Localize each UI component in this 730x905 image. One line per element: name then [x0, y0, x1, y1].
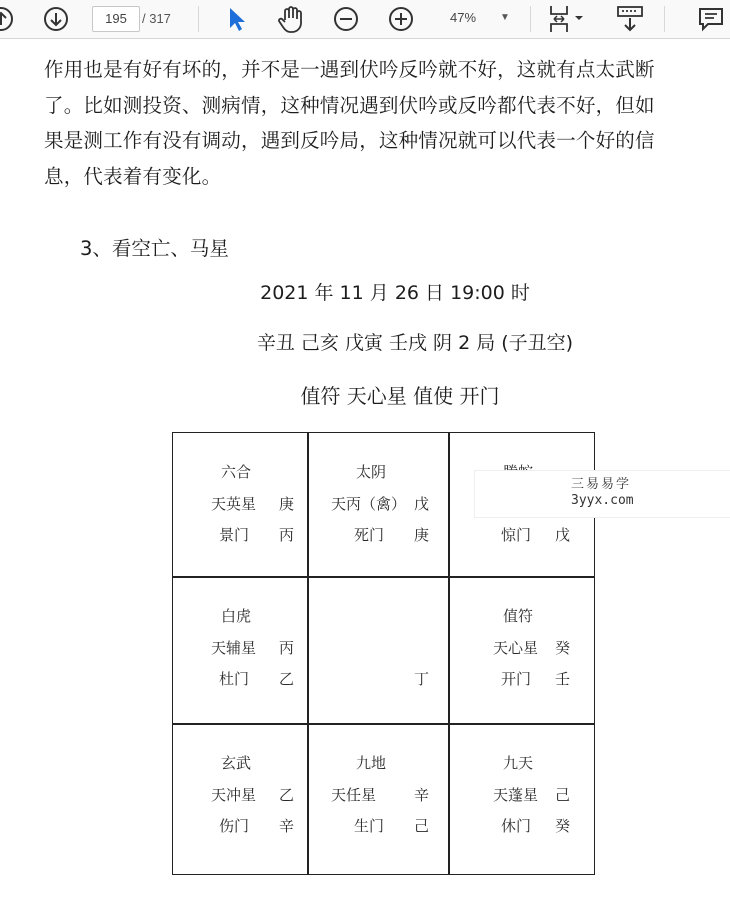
cell-gate-stem: 己	[414, 817, 430, 835]
body-paragraph	[44, 52, 712, 194]
date-line: 2021 年 11 月 26 日 19:00 时	[260, 282, 530, 304]
watermark	[474, 470, 730, 518]
chart-cell	[173, 577, 313, 724]
cell-star: 天英星	[211, 495, 257, 513]
paragraph-line: 果是测工作有没有调动，遇到反吟局，这种情况就可以代表一个好的信	[44, 129, 655, 152]
cell-gate-stem: 壬	[555, 670, 571, 688]
fit-page-icon[interactable]	[544, 0, 590, 38]
zhifu-line: 值符 天心星 值使 开门	[300, 384, 500, 408]
cell-gate: 休门	[501, 817, 532, 835]
cell-gate-stem: 癸	[555, 817, 571, 835]
cursor-icon[interactable]	[222, 0, 252, 38]
cell-god: 六合	[221, 463, 252, 481]
cell-gate: 开门	[501, 670, 532, 688]
comment-icon[interactable]	[694, 0, 728, 38]
cell-gate: 伤门	[219, 817, 250, 835]
zoom-in-icon[interactable]	[385, 0, 417, 38]
cell-gate: 惊门	[501, 526, 532, 544]
cell-star: 天丙（禽）	[331, 495, 407, 513]
paragraph-line: 作用也是有好有坏的，并不是一遇到伏吟反吟就不好，这就有点太武断	[44, 58, 655, 81]
cell-gate-stem: 戊	[555, 526, 571, 544]
cell-gate: 杜门	[219, 670, 250, 688]
paragraph-line: 了。比如测投资、测病情，这种情况遇到伏吟或反吟都代表不好，但如	[44, 93, 655, 117]
zoom-select[interactable]	[440, 6, 520, 30]
section-heading: 3、看空亡、马星	[80, 237, 229, 260]
zoom-out-icon[interactable]	[330, 0, 362, 38]
cell-god: 值符	[503, 607, 534, 625]
cell-gate: 生门	[354, 817, 385, 835]
watermark-url: 3yyx.com	[571, 493, 634, 508]
cell-star: 天蓬星	[493, 786, 539, 804]
cell-star: 天心星	[493, 639, 539, 657]
cell-gate-stem: 庚	[414, 526, 430, 544]
pdf-toolbar	[0, 0, 730, 39]
cell-god: 太阴	[356, 463, 387, 481]
zoom-value: 47%	[450, 10, 477, 25]
chart-cell	[308, 433, 448, 580]
page-total: / 317	[142, 11, 171, 26]
cell-star-stem: 庚	[279, 495, 295, 513]
cell-gate-stem: 辛	[279, 817, 295, 835]
toolbar-divider	[664, 6, 665, 32]
pillar-line: 辛丑 己亥 戊寅 壬戌 阴 2 局 (子丑空)	[256, 332, 574, 354]
scroll-mode-icon[interactable]	[612, 0, 648, 38]
chart-cell	[173, 433, 313, 580]
cell-gate: 死门	[354, 526, 385, 544]
cell-god: 白虎	[221, 607, 252, 625]
cell-god: 九地	[356, 754, 387, 772]
hand-icon[interactable]	[274, 0, 308, 38]
chevron-down-icon: ▼	[500, 12, 510, 23]
cell-star-stem: 戊	[414, 495, 430, 513]
cell-star-stem: 乙	[279, 786, 295, 804]
paragraph-line: 息，代表着有变化。	[44, 164, 222, 188]
cell-star-stem: 丙	[279, 639, 295, 657]
chart-cell	[308, 577, 448, 724]
cell-star: 天冲星	[211, 786, 257, 804]
pdf-page	[0, 38, 730, 905]
page-number-input[interactable]: 195	[92, 6, 140, 32]
cell-star-stem: 辛	[414, 786, 430, 804]
cell-star-stem: 癸	[555, 639, 571, 657]
cell-god: 九天	[503, 754, 534, 772]
cell-star: 天任星	[331, 786, 377, 804]
cell-god: 玄武	[221, 754, 252, 772]
chart-cell	[308, 724, 448, 871]
chart-cell	[449, 577, 589, 724]
cell-star: 天辅星	[211, 639, 257, 657]
watermark-text: 三易易学	[571, 477, 632, 492]
up-arrow-icon[interactable]	[0, 0, 16, 38]
chart-cell	[173, 724, 313, 871]
cell-star-stem: 己	[555, 786, 571, 804]
toolbar-divider	[530, 6, 531, 32]
cell-gate-stem: 丁	[414, 670, 430, 688]
chart-cell	[449, 724, 589, 871]
down-arrow-icon[interactable]	[40, 0, 72, 38]
cell-gate-stem: 乙	[279, 670, 295, 688]
toolbar-divider	[198, 6, 199, 32]
cell-gate: 景门	[219, 526, 250, 544]
cell-gate-stem: 丙	[279, 526, 295, 544]
